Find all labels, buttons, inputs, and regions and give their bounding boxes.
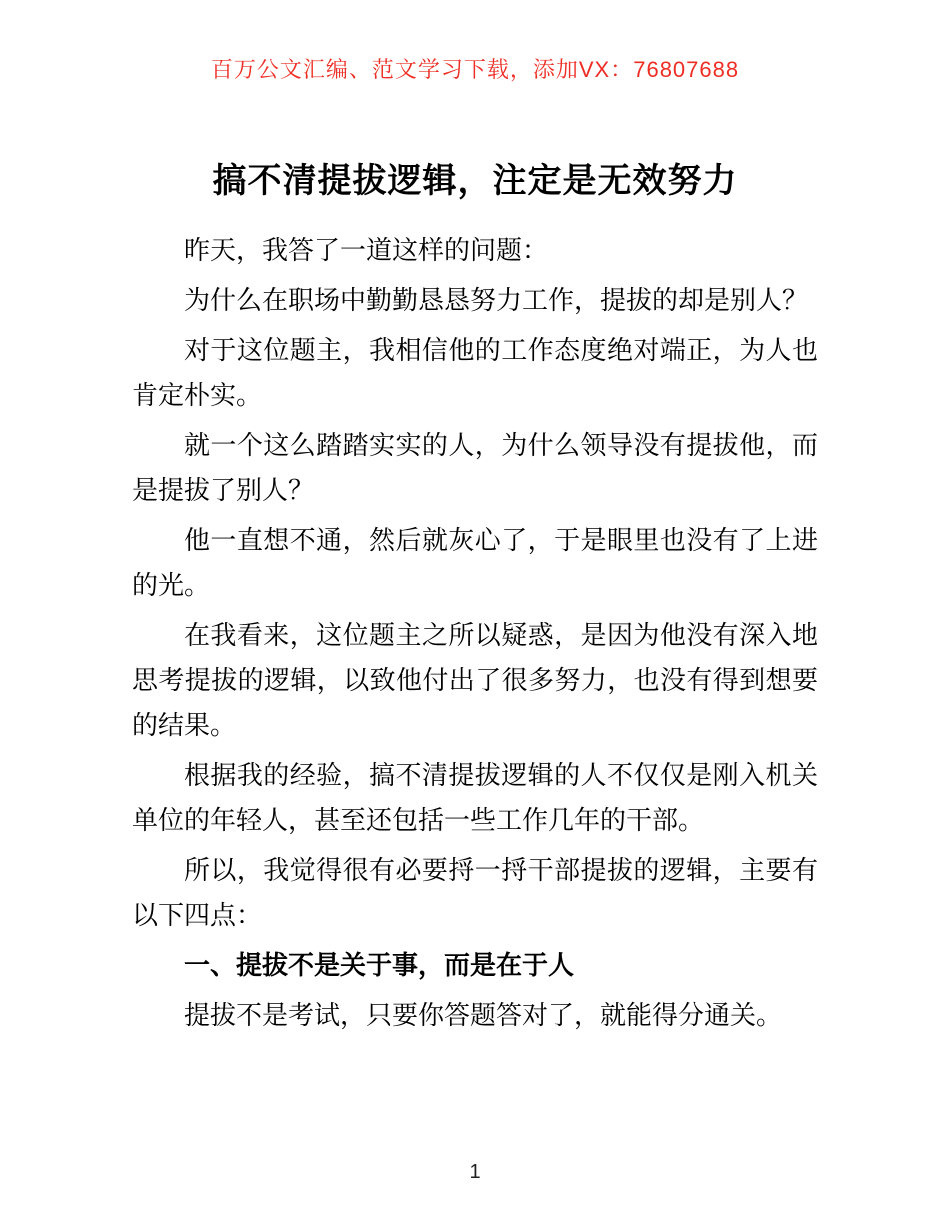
paragraph: 根据我的经验，搞不清提拔逻辑的人不仅仅是刚入机关单位的年轻人，甚至还包括一些工作几年的干部。 (132, 760, 818, 835)
paragraph: 昨天，我答了一道这样的问题： (184, 235, 549, 265)
paragraph: 为什么在职场中勤勤恳恳努力工作，提拔的却是别人？ (184, 285, 809, 315)
paragraph: 就一个这么踏踏实实的人，为什么领导没有提拔他，而是提拔了别人？ (132, 430, 818, 505)
document-body (132, 228, 818, 1043)
paragraph: 在我看来，这位题主之所以疑惑，是因为他没有深入地思考提拔的逻辑，以致他付出了很多努力，也没有得到想要的结果。 (132, 620, 818, 740)
paragraph: 提拔不是考试，只要你答题答对了，就能得分通关。 (184, 1000, 783, 1030)
paragraph: 他一直想不通，然后就灰心了，于是眼里也没有了上进的光。 (132, 525, 818, 600)
paragraph: 所以，我觉得很有必要捋一捋干部提拔的逻辑，主要有以下四点： (132, 855, 818, 930)
paragraph: 对于这位题主，我相信他的工作态度绝对端正，为人也肯定朴实。 (132, 335, 818, 410)
page-title: 搞不清提拔逻辑，注定是无效努力 (212, 162, 738, 200)
section-heading: 一、提拔不是关于事，而是在于人 (184, 950, 575, 980)
page-number: 1 (469, 1161, 481, 1183)
header-notice: 百万公文汇编、范文学习下载，添加VX：76807688 (210, 57, 740, 82)
